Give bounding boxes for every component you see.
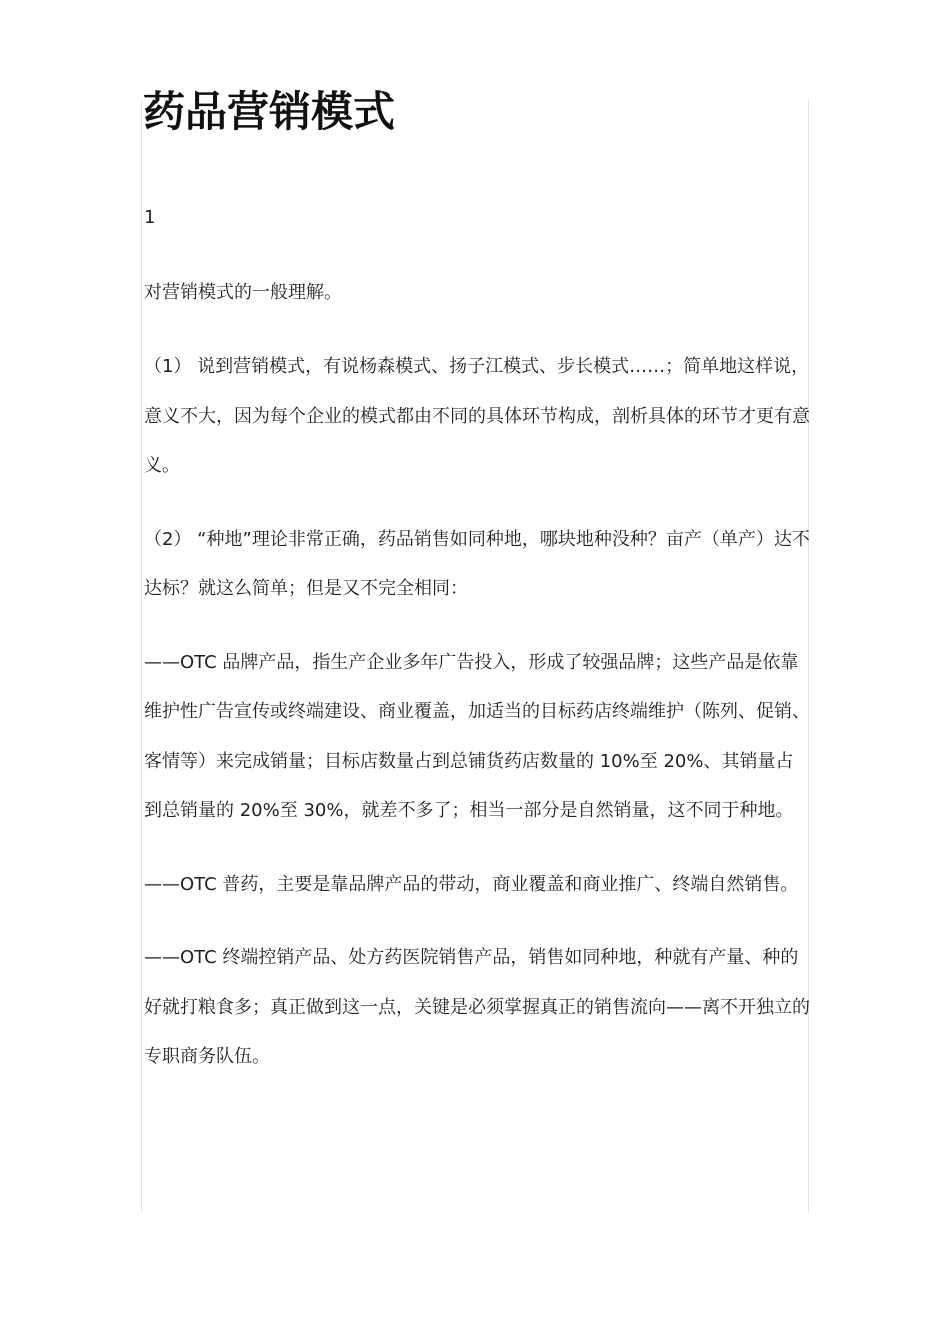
paragraph-point-1: （1） 说到营销模式，有说杨森模式、扬子江模式、步长模式……；简单地这样说，意义不大，因为每个企业的模式都由不同的具体环节构成，剖析具体的环节才更有意义。 [144,356,810,476]
left-margin-line [141,100,142,1212]
document-title: 药品营销模式 [143,87,396,136]
paragraph-otc-brand: ——OTC 品牌产品，指生产企业多年广告投入，形成了较强品牌；这些产品是依靠维护性广告宣传或终端建设、商业覆盖，加适当的目标药店终端维护（陈列、促销、客情等）来完成销量；目标店数量占到总铺货药店数量的 10%至 20%、其销量占到总销量的 20%至 30%，就差不多了；相当一部分是自然销量，这不同于种地。 [144,651,810,821]
document-body [144,193,811,1082]
paragraph-otc-generic: ——OTC 普药，主要是靠品牌产品的带动，商业覆盖和商业推广、终端自然销售。 [144,873,799,895]
paragraph-otc-terminal: ——OTC 终端控销产品、处方药医院销售产品，销售如同种地，种就有产量、种的好就打粮食多；真正做到这一点，关键是必须掌握真正的销售流向——离不开独立的专职商务队伍。 [144,947,810,1067]
section-number: 1 [144,207,156,228]
paragraph-point-2: （2） “种地”理论非常正确，药品销售如同种地，哪块地种没种？亩产（单产）达不达标？就这么简单；但是又不完全相同： [144,528,810,599]
paragraph-intro: 对营销模式的一般理解。 [144,281,342,303]
